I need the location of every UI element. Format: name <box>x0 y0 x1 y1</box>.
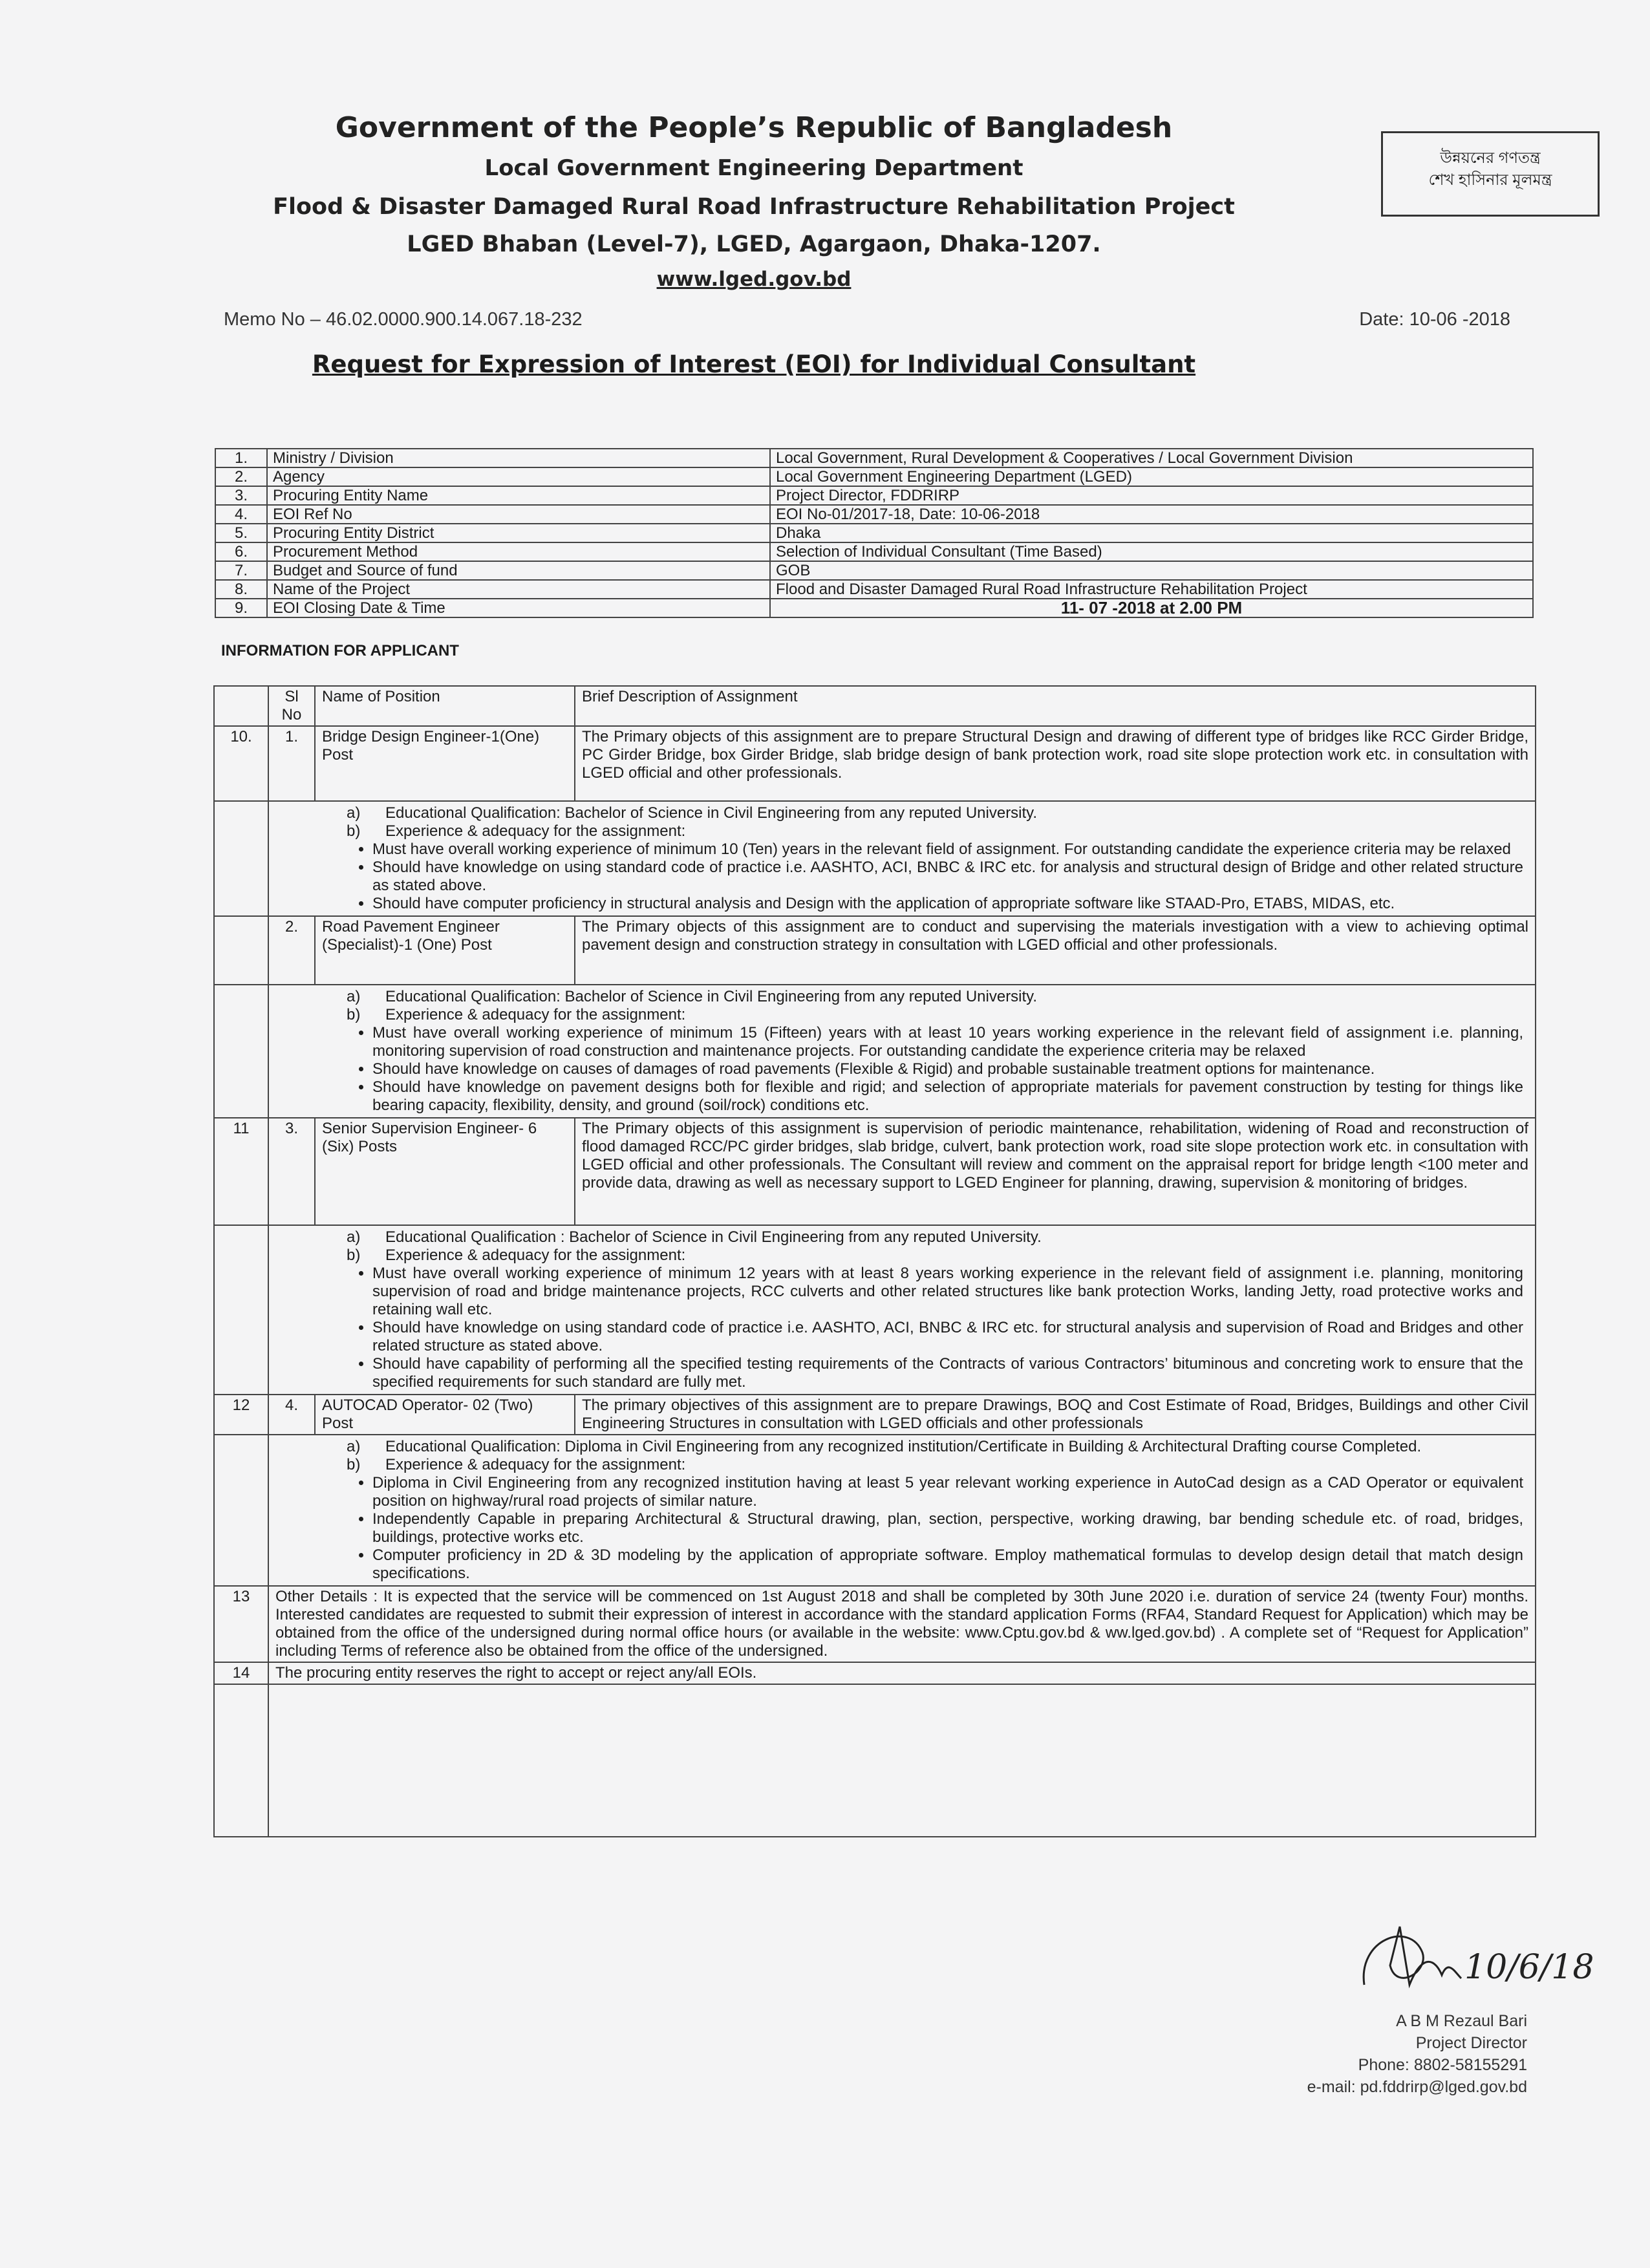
experience-item: • Should have knowledge on pavement designs both for flexible and rigid; and selection of appropriate materials for pavement construction by testing for things like bearing capacity, flexibility, density, and ground (soil/rock) conditions etc. <box>372 1078 1523 1115</box>
experience-list <box>334 1474 1523 1583</box>
qualification-row <box>214 1435 1536 1586</box>
position-row <box>214 726 1536 801</box>
info-row <box>215 449 1533 467</box>
position-description: The Primary objects of this assignment are to prepare Structural Design and drawing of different type of bridges like RCC Girder Bridge, PC Girder Bridge, box Girder Bridge, slab bridge design of bank protection work, road site slope protection work etc. in consultation with LGED official and other professionals. <box>575 726 1536 801</box>
info-row-number: 4. <box>215 505 267 524</box>
row-number: 14 <box>214 1662 268 1684</box>
memo-date: Date: 10-06 -2018 <box>1359 309 1510 330</box>
experience-heading-text: Experience & adequacy for the assignment: <box>385 822 686 840</box>
header-department: Local Government Engineering Department <box>484 155 1023 181</box>
info-row-number: 8. <box>215 580 267 599</box>
header-cell-blank <box>214 686 268 726</box>
qualification-cell <box>268 1225 1536 1395</box>
info-row-label: Name of the Project <box>267 580 770 599</box>
item-marker-b: b) <box>347 1246 361 1264</box>
memo-number: Memo No – 46.02.0000.900.14.067.18-232 <box>224 309 583 330</box>
info-heading: INFORMATION FOR APPLICANT <box>221 642 459 659</box>
experience-heading-text: Experience & adequacy for the assignment: <box>385 1006 686 1023</box>
header-description: Brief Description of Assignment <box>575 686 1536 726</box>
qualification-row-spacer <box>214 1435 268 1586</box>
educational-qualification-text: Educational Qualification: Diploma in Civil Engineering from any recognized institution/Certificate in Building & Architectural Drafting course Completed. <box>385 1438 1422 1455</box>
position-row-number <box>214 916 268 985</box>
item-marker-b: b) <box>347 822 361 840</box>
signatory-designation: Project Director <box>1415 2034 1527 2052</box>
slogan-stamp <box>1381 131 1600 217</box>
info-row <box>215 599 1533 617</box>
experience-item: • Should have knowledge on causes of damages of road pavements (Flexible & Rigid) and probable sustainable treatment options for maintenance. <box>372 1060 1523 1078</box>
experience-heading-text: Experience & adequacy for the assignment: <box>385 1246 686 1264</box>
procurement-info-table <box>215 448 1534 618</box>
other-details-row <box>214 1586 1536 1662</box>
position-sl-no: 1. <box>268 726 315 801</box>
info-row-value: Dhaka <box>770 524 1533 542</box>
experience-heading <box>334 1246 1523 1265</box>
info-row-number: 2. <box>215 467 267 486</box>
info-row-label: Procurement Method <box>267 542 770 561</box>
educational-qualification-text: Educational Qualification: Bachelor of Science in Civil Engineering from any reputed University. <box>385 988 1038 1005</box>
header-website-link[interactable]: www.lged.gov.bd <box>656 268 852 291</box>
qualification-row-spacer <box>214 801 268 916</box>
info-row-label: Procuring Entity Name <box>267 486 770 505</box>
row-number: 13 <box>214 1586 268 1662</box>
educational-qualification <box>334 988 1523 1006</box>
position-name: AUTOCAD Operator- 02 (Two) Post <box>315 1395 575 1435</box>
position-row-number: 11 <box>214 1118 268 1225</box>
position-row <box>214 1395 1536 1435</box>
position-row-number: 12 <box>214 1395 268 1435</box>
rights-text: The procuring entity reserves the right to accept or reject any/all EOIs. <box>268 1662 1536 1684</box>
experience-item: • Should have capability of performing all the specified testing requirements of the Contracts of various Contractors’ bituminous and concreting work to ensure that the specified requirements for such standard are fully met. <box>372 1355 1523 1391</box>
experience-heading <box>334 822 1523 840</box>
item-marker-b: b) <box>347 1006 361 1023</box>
item-marker-a: a) <box>347 1438 361 1455</box>
position-description: The primary objectives of this assignment are to prepare Drawings, BOQ and Cost Estimate of Road, Bridges, Buildings and other Civil Engineering Structures in consultation with LGED officials and other professionals <box>575 1395 1536 1435</box>
info-row <box>215 561 1533 580</box>
positions-header-row <box>214 686 1536 726</box>
qualification-cell <box>268 985 1536 1118</box>
signature-date: 10/6/18 <box>1464 1948 1594 1987</box>
signature-space <box>268 1684 1536 1837</box>
info-row-value: 11- 07 -2018 at 2.00 PM <box>770 599 1533 617</box>
experience-item: • Should have knowledge on using standard code of practice i.e. AASHTO, ACI, BNBC & IRC etc. for analysis and structural design of Bridge and other related structure as stated above. <box>372 859 1523 895</box>
experience-item: • Must have overall working experience of minimum 12 years with at least 8 years working experience in the relevant field of assignment i.e. planning, monitoring supervision of road and bridge maintenance projects, RCC culverts and other related structures like bank protection Works, landing Jetty, road protective works and retaining wall etc. <box>372 1265 1523 1319</box>
info-row-label: EOI Closing Date & Time <box>267 599 770 617</box>
experience-item: • Diploma in Civil Engineering from any recognized institution having at least 5 year relevant working experience in AutoCad design as a CAD Operator or equivalent position on highway/rural road projects of similar nature. <box>372 1474 1523 1510</box>
item-marker-b: b) <box>347 1456 361 1473</box>
experience-item: • Independently Capable in preparing Architectural & Structural drawing, plan, section, perspective, working drawing, bar bending schedule etc. of road, bridges, buildings, protective works etc. <box>372 1510 1523 1546</box>
experience-item: • Should have computer proficiency in structural analysis and Design with the application of appropriate software like STAAD-Pro, ETABS, MIDAS, etc. <box>372 895 1523 913</box>
qualification-cell <box>268 801 1536 916</box>
experience-item: • Must have overall working experience of minimum 10 (Ten) years in the relevant field of assignment. For outstanding candidate the experience criteria may be relaxed <box>372 840 1523 859</box>
experience-item: • Must have overall working experience of minimum 15 (Fifteen) years with at least 10 years working experience in the relevant field of assignment i.e. planning, monitoring supervision of road construction and maintenance projects. For outstanding candidate the experience criteria may be relaxed <box>372 1024 1523 1060</box>
info-row <box>215 542 1533 561</box>
qualification-row <box>214 985 1536 1118</box>
position-row-number: 10. <box>214 726 268 801</box>
info-row-value: Local Government Engineering Department (LGED) <box>770 467 1533 486</box>
educational-qualification <box>334 1438 1523 1456</box>
info-row-number: 3. <box>215 486 267 505</box>
stamp-line-1: উন্নয়নের গণতন্ত্র <box>1440 149 1541 167</box>
info-row <box>215 505 1533 524</box>
signatory-name: A B M Rezaul Bari <box>1396 2012 1527 2030</box>
qualification-cell <box>268 1435 1536 1586</box>
item-marker-a: a) <box>347 988 361 1005</box>
other-details-text: Other Details : It is expected that the service will be commenced on 1st August 2018 and shall be completed by 30th June 2020 i.e. duration of service 24 (twenty Four) months. Interested candidates are requested to submit their expression of interest in accordance with the standard application Forms (RFA4, Standard Request for Application) which may be obtained from the office of the undersigned during normal office hours (or available in the website: www.Cptu.gov.bd & ww.lged.gov.bd) . A complete set of “Request for Application” including Terms of reference also be obtained from the office of the undersigned. <box>268 1586 1536 1662</box>
info-row-value: Flood and Disaster Damaged Rural Road Infrastructure Rehabilitation Project <box>770 580 1533 599</box>
qualification-row <box>214 1225 1536 1395</box>
stamp-line-2: শেখ হাসিনার মূলমন্ত্র <box>1428 171 1552 189</box>
position-name: Road Pavement Engineer (Specialist)-1 (One) Post <box>315 916 575 985</box>
position-sl-no: 2. <box>268 916 315 985</box>
info-row-number: 6. <box>215 542 267 561</box>
educational-qualification <box>334 804 1523 822</box>
experience-heading <box>334 1006 1523 1024</box>
position-row <box>214 1118 1536 1225</box>
signature-row-spacer <box>214 1684 268 1837</box>
info-row-label: EOI Ref No <box>267 505 770 524</box>
qualification-row <box>214 801 1536 916</box>
position-description: The Primary objects of this assignment is supervision of periodic maintenance, rehabilitation, widening of Road and reconstruction of flood damaged RCC/PC girder bridges, slab bridge, culvert, bank protection work, road site slope protection work etc. in consultation with LGED official and other professionals. The Consultant will review and comment on the appraisal report for bridge length <100 meter and provide data, drawing as well as necessary support to LGED Engineer for planning, drawing, supervision & monitoring of bridges. <box>575 1118 1536 1225</box>
qualification-row-spacer <box>214 1225 268 1395</box>
position-row <box>214 916 1536 985</box>
experience-list <box>334 1024 1523 1115</box>
position-description: The Primary objects of this assignment are to conduct and supervising the materials investigation with a view to achieving optimal pavement design and construction strategy in consultation with LGED official and other professionals. <box>575 916 1536 985</box>
experience-list <box>334 1265 1523 1391</box>
info-row-number: 7. <box>215 561 267 580</box>
info-row-value: Selection of Individual Consultant (Time Based) <box>770 542 1533 561</box>
educational-qualification-text: Educational Qualification : Bachelor of Science in Civil Engineering from any reputed University. <box>385 1228 1042 1246</box>
info-row-number: 5. <box>215 524 267 542</box>
info-row-label: Agency <box>267 467 770 486</box>
info-row-number: 1. <box>215 449 267 467</box>
position-name: Bridge Design Engineer-1(One) Post <box>315 726 575 801</box>
rights-row <box>214 1662 1536 1684</box>
educational-qualification <box>334 1228 1523 1246</box>
info-row-label: Procuring Entity District <box>267 524 770 542</box>
info-row-value: Project Director, FDDRIRP <box>770 486 1533 505</box>
signature-row <box>214 1684 1536 1837</box>
experience-item: • Should have knowledge on using standard code of practice i.e. AASHTO, ACI, BNBC & IRC etc. for structural analysis and supervision of Road and Bridges and other related structure as stated above. <box>372 1319 1523 1355</box>
item-marker-a: a) <box>347 804 361 822</box>
positions-table <box>213 685 1536 1837</box>
info-row <box>215 467 1533 486</box>
info-row-value: Local Government, Rural Development & Cooperatives / Local Government Division <box>770 449 1533 467</box>
info-row-label: Ministry / Division <box>267 449 770 467</box>
experience-heading <box>334 1456 1523 1474</box>
experience-heading-text: Experience & adequacy for the assignment: <box>385 1456 686 1473</box>
header-project: Flood & Disaster Damaged Rural Road Infrastructure Rehabilitation Project <box>273 194 1235 220</box>
signatory-email: e-mail: pd.fddrirp@lged.gov.bd <box>1307 2078 1527 2096</box>
educational-qualification-text: Educational Qualification: Bachelor of Science in Civil Engineering from any reputed University. <box>385 804 1038 822</box>
info-row <box>215 486 1533 505</box>
info-row-number: 9. <box>215 599 267 617</box>
position-sl-no: 3. <box>268 1118 315 1225</box>
info-row-value: GOB <box>770 561 1533 580</box>
page-title: Request for Expression of Interest (EOI) for Individual Consultant <box>312 350 1196 378</box>
header-position-name: Name of Position <box>315 686 575 726</box>
position-sl-no: 4. <box>268 1395 315 1435</box>
header-address: LGED Bhaban (Level-7), LGED, Agargaon, Dhaka-1207. <box>407 231 1101 257</box>
position-name: Senior Supervision Engineer- 6 (Six) Posts <box>315 1118 575 1225</box>
header-sl-no: Sl No <box>268 686 315 726</box>
info-row-value: EOI No-01/2017-18, Date: 10-06-2018 <box>770 505 1533 524</box>
item-marker-a: a) <box>347 1228 361 1246</box>
info-row <box>215 580 1533 599</box>
experience-item: • Computer proficiency in 2D & 3D modeling by the application of appropriate software. Employ mathematical formulas to develop design detail that match design specifications. <box>372 1546 1523 1583</box>
info-row <box>215 524 1533 542</box>
header-government: Government of the People’s Republic of Bangladesh <box>335 111 1173 144</box>
signature-handwriting <box>1351 1914 1594 2011</box>
info-row-label: Budget and Source of fund <box>267 561 770 580</box>
experience-list <box>334 840 1523 913</box>
qualification-row-spacer <box>214 985 268 1118</box>
signatory-phone: Phone: 8802-58155291 <box>1358 2056 1527 2074</box>
